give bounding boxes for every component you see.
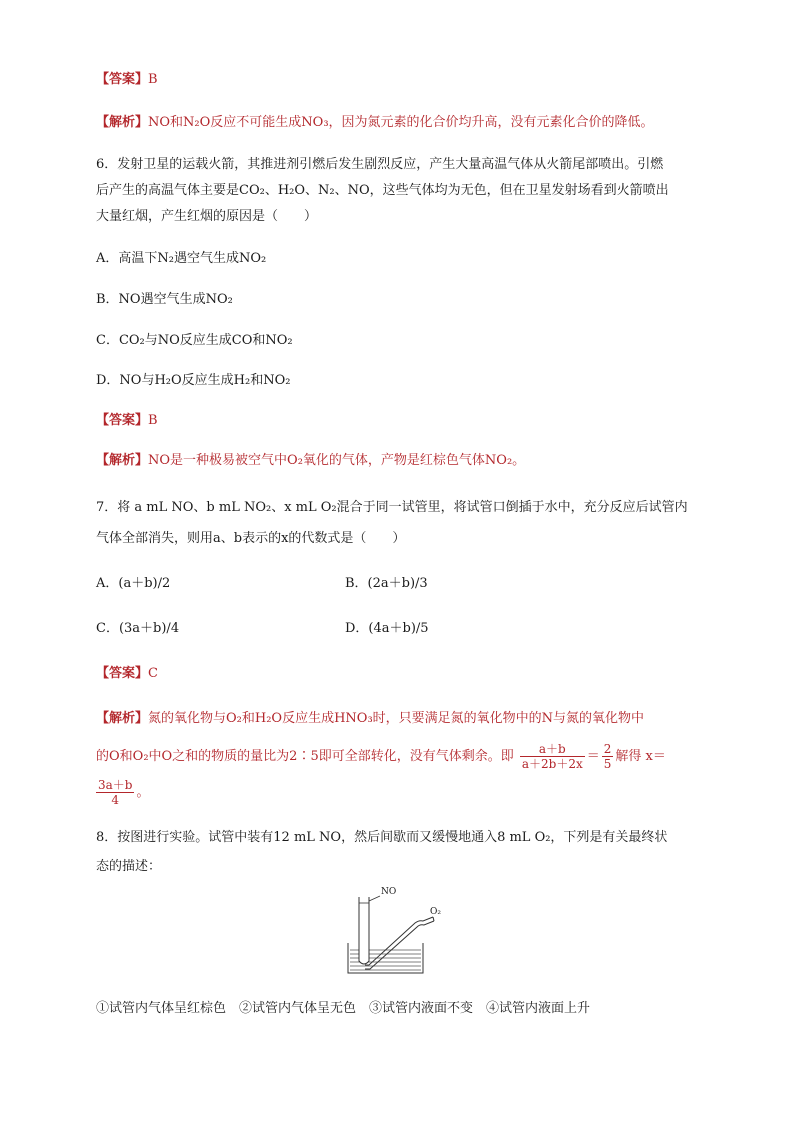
fraction-numerator: 3a＋b [98, 778, 133, 792]
q6-stem-line2: 后产生的高温气体主要是CO₂、H₂O、N₂、NO，这些气体均为无色，但在卫星发射场看到火箭喷出 [96, 183, 669, 198]
q8-stem-line2: 态的描述： [96, 859, 162, 874]
fraction [96, 778, 134, 807]
q7-analysis-line3 [96, 778, 150, 807]
q6-option-d: D．NO与H₂O反应生成H₂和NO₂ [96, 373, 291, 388]
answer-value: B [148, 413, 158, 428]
analysis-text: NO和N₂O反应不可能生成NO₃，因为氮元素的化合价均升高，没有元素化合价的降低。 [148, 115, 654, 130]
q7-analysis-line1 [96, 709, 644, 729]
label-o2: O₂ [430, 907, 441, 917]
solve-text: 解得 x＝ [615, 749, 666, 764]
answer-value: B [148, 72, 158, 87]
q7-stem-line2: 气体全部消失，则用a、b表示的x的代数式是（ ） [96, 531, 406, 546]
q6-analysis [96, 451, 525, 471]
analysis-tag: 【解析】 [96, 711, 149, 726]
test-tube [359, 897, 369, 964]
q6-option-a: A．高温下N₂遇空气生成NO₂ [96, 251, 267, 266]
q8-statements: ①试管内气体呈红棕色 ②试管内气体呈无色 ③试管内液面不变 ④试管内液面上升 [96, 1001, 591, 1016]
apparatus-diagram [345, 893, 450, 975]
analysis-text: 氮的氧化物与O₂和H₂O反应生成HNO₃时，只要满足氮的氧化物中的N与氮的氧化物中 [148, 711, 645, 726]
q7-option-b: B．(2a＋b)/3 [345, 576, 428, 591]
q5-answer [96, 70, 158, 90]
q6-option-b: B．NO遇空气生成NO₂ [96, 292, 233, 307]
q7-option-a: A．(a＋b)/2 [96, 576, 171, 591]
equals-sign: ＝ [586, 749, 600, 764]
analysis-text: 的O和O₂中O之和的物质的量比为2∶5即可全部转化，没有气体剩余。即 [96, 749, 514, 764]
answer-tag: 【答案】 [96, 413, 149, 428]
end-mark: 。 [136, 785, 150, 800]
q7-options-row1 [96, 574, 428, 594]
label-no: NO [381, 887, 397, 897]
analysis-tag: 【解析】 [96, 115, 149, 130]
answer-value: C [148, 666, 158, 681]
q7-option-d: D．(4a＋b)/5 [345, 621, 429, 636]
fraction-denominator: 5 [603, 757, 612, 771]
q6-stem-line1: 6．发射卫星的运载火箭，其推进剂引燃后发生剧烈反应，产生大量高温气体从火箭尾部喷出。引燃 [96, 157, 664, 172]
analysis-tag: 【解析】 [96, 453, 149, 468]
analysis-text: NO是一种极易被空气中O₂氧化的气体，产物是红棕色气体NO₂。 [148, 453, 526, 468]
q7-stem-line1: 7．将 a mL NO、b mL NO₂、x mL O₂混合于同一试管里，将试管口倒插于水中，充分反应后试管内 [96, 500, 688, 515]
answer-tag: 【答案】 [96, 72, 149, 87]
q7-answer [96, 664, 158, 684]
fraction-denominator: a＋2b＋2x [521, 757, 583, 771]
fraction-numerator: a＋b [538, 742, 566, 756]
q5-analysis [96, 113, 654, 133]
q7-analysis-line2 [96, 742, 666, 771]
q6-option-c: C．CO₂与NO反应生成CO和NO₂ [96, 333, 293, 348]
experiment-apparatus-figure [345, 887, 450, 975]
q8-stem-line1: 8．按图进行实验。试管中装有12 mL NO，然后间歇而又缓慢地通入8 mL O₂，下列是有关最终状 [96, 830, 668, 845]
fraction-denominator: 4 [96, 792, 134, 807]
fraction-numerator: 2 [603, 742, 612, 756]
fraction [520, 742, 585, 771]
q6-answer [96, 411, 158, 431]
q6-stem-line3: 大量红烟，产生红烟的原因是（ ） [96, 209, 318, 224]
fraction [602, 742, 614, 771]
q7-options-row2 [96, 619, 429, 639]
answer-tag: 【答案】 [96, 666, 149, 681]
q7-option-c: C．(3a＋b)/4 [96, 621, 180, 636]
